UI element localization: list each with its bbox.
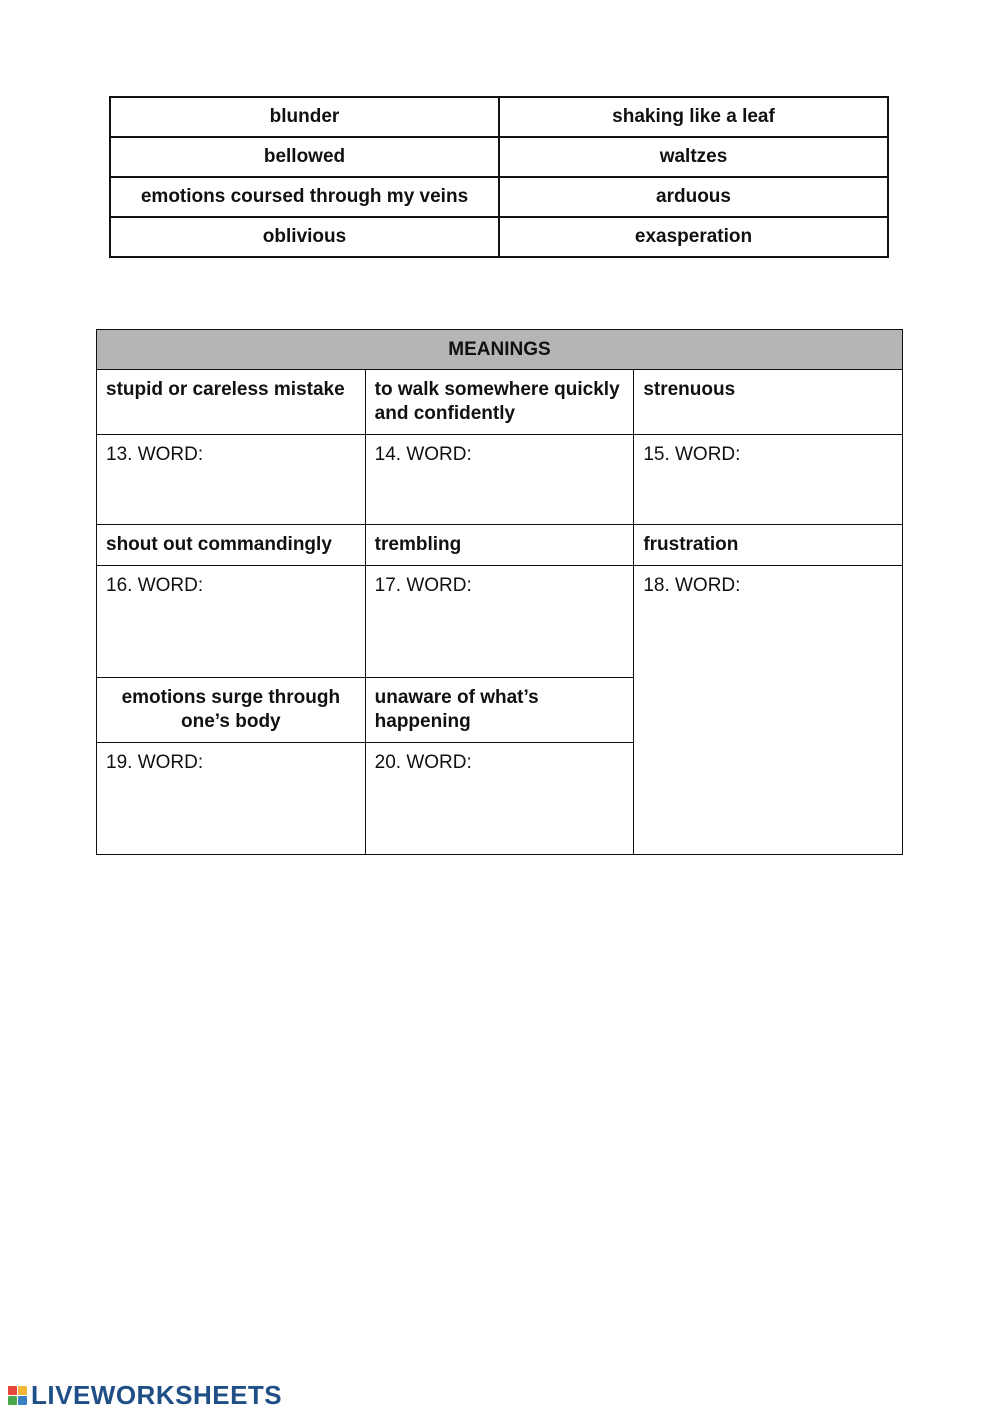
meaning-cell: stupid or careless mistake xyxy=(97,370,366,435)
word-bank-cell: emotions coursed through my veins xyxy=(110,177,499,217)
answer-cell-16[interactable]: 16. WORD: xyxy=(97,566,366,678)
answer-cell-13[interactable]: 13. WORD: xyxy=(97,435,366,525)
answer-cell-20[interactable]: 20. WORD: xyxy=(365,743,634,855)
meaning-cell: strenuous xyxy=(634,370,903,435)
logo-text: LIVEWORKSHEETS xyxy=(31,1379,283,1410)
meaning-cell: unaware of what’s happening xyxy=(365,678,634,743)
word-bank-cell: shaking like a leaf xyxy=(499,97,888,137)
meanings-header: MEANINGS xyxy=(97,330,903,370)
word-bank-cell: exasperation xyxy=(499,217,888,257)
word-bank-row xyxy=(110,97,888,137)
word-bank-table xyxy=(109,96,889,258)
answer-cell-18[interactable]: 18. WORD: xyxy=(634,566,903,855)
logo-block xyxy=(18,1396,27,1405)
answer-cell-15[interactable]: 15. WORD: xyxy=(634,435,903,525)
word-bank-cell: blunder xyxy=(110,97,499,137)
logo-block xyxy=(18,1386,27,1395)
meaning-cell: trembling xyxy=(365,525,634,566)
word-bank-cell: oblivious xyxy=(110,217,499,257)
liveworksheets-logo xyxy=(8,1379,283,1410)
meaning-cell: frustration xyxy=(634,525,903,566)
word-bank-row xyxy=(110,177,888,217)
meaning-cell: to walk somewhere quickly and confidently xyxy=(365,370,634,435)
word-bank-row xyxy=(110,217,888,257)
word-bank-cell: waltzes xyxy=(499,137,888,177)
word-bank-cell: bellowed xyxy=(110,137,499,177)
meaning-cell: emotions surge through one’s body xyxy=(97,678,366,743)
answer-cell-14[interactable]: 14. WORD: xyxy=(365,435,634,525)
logo-block xyxy=(8,1386,17,1395)
word-bank-cell: arduous xyxy=(499,177,888,217)
logo-block xyxy=(8,1396,17,1405)
logo-blocks-icon xyxy=(8,1386,27,1405)
answer-cell-19[interactable]: 19. WORD: xyxy=(97,743,366,855)
word-bank-row xyxy=(110,137,888,177)
answer-cell-17[interactable]: 17. WORD: xyxy=(365,566,634,678)
meaning-cell: shout out commandingly xyxy=(97,525,366,566)
meanings-table xyxy=(96,329,903,855)
